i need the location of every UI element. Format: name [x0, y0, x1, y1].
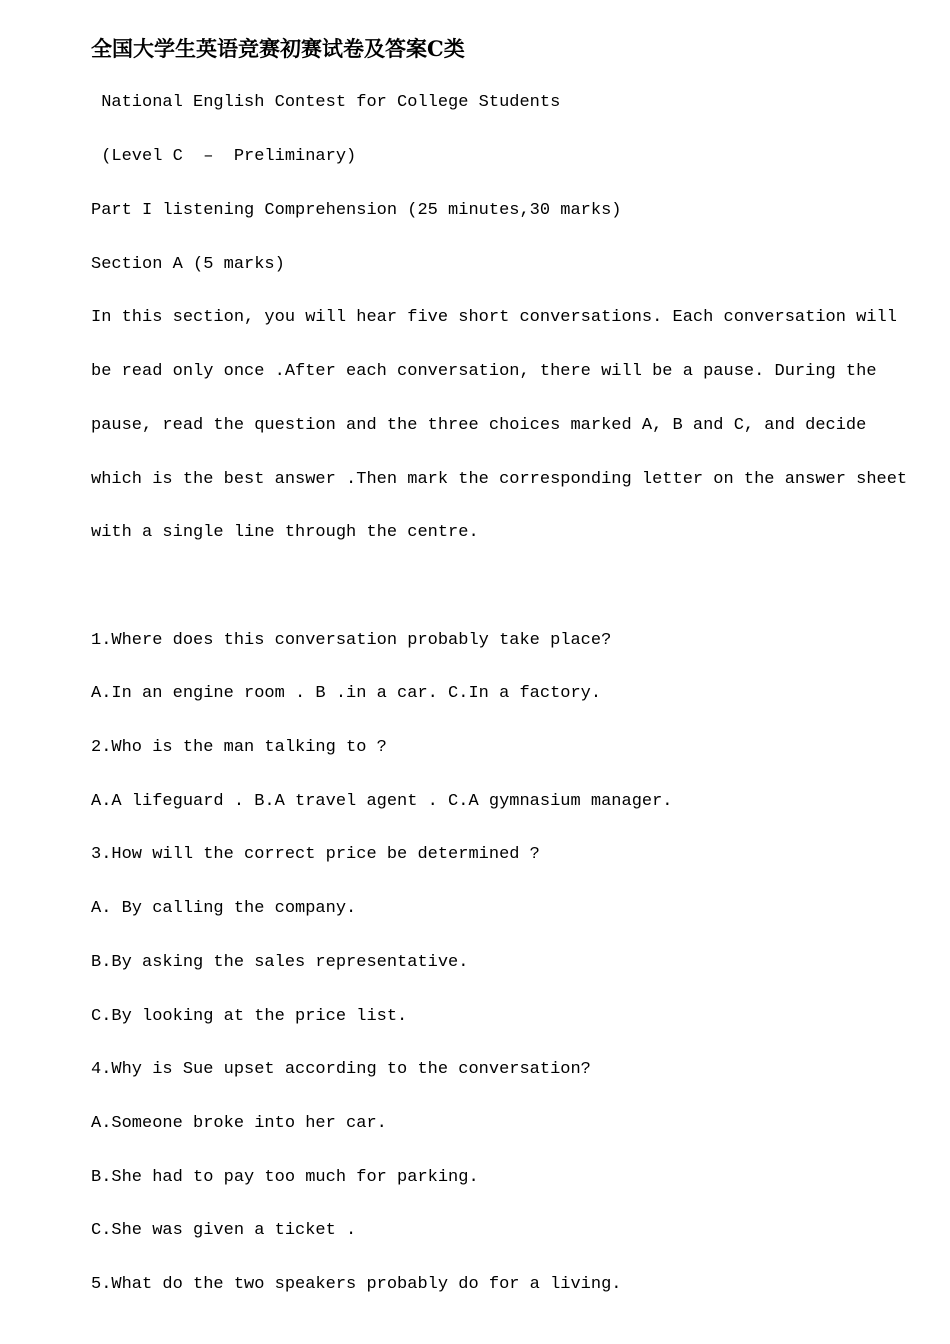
question-4-option-c: C.She was given a ticket .	[91, 1221, 357, 1240]
instructions-line-1: In this section, you will hear five short conversations. Each conversation will	[91, 308, 897, 327]
contest-subtitle: National English Contest for College Students	[91, 93, 561, 112]
question-3: 3.How will the correct price be determined ?	[91, 845, 540, 864]
part-heading: Part I listening Comprehension (25 minutes,30 marks)	[91, 201, 622, 220]
question-2-options: A.A lifeguard . B.A travel agent . C.A gymnasium manager.	[91, 792, 673, 811]
instructions-line-2: be read only once .After each conversation, there will be a pause. During the	[91, 362, 877, 381]
contest-level: (Level C – Preliminary)	[91, 147, 357, 166]
instructions-line-4: which is the best answer .Then mark the corresponding letter on the answer sheet	[91, 470, 908, 489]
question-1: 1.Where does this conversation probably take place?	[91, 631, 612, 650]
question-3-option-a: A. By calling the company.	[91, 899, 357, 918]
question-2: 2.Who is the man talking to ?	[91, 738, 387, 757]
question-5: 5.What do the two speakers probably do for a living.	[91, 1275, 622, 1294]
question-4-option-b: B.She had to pay too much for parking.	[91, 1168, 479, 1187]
question-1-options: A.In an engine room . B .in a car. C.In a factory.	[91, 684, 602, 703]
question-4: 4.Why is Sue upset according to the conversation?	[91, 1060, 591, 1079]
question-3-option-c: C.By looking at the price list.	[91, 1007, 408, 1026]
question-3-option-b: B.By asking the sales representative.	[91, 953, 469, 972]
document-title: 全国大学生英语竞赛初赛试卷及答案C类	[91, 36, 465, 61]
section-heading: Section A (5 marks)	[91, 255, 285, 274]
question-4-option-a: A.Someone broke into her car.	[91, 1114, 387, 1133]
instructions-line-5: with a single line through the centre.	[91, 523, 479, 542]
instructions-line-3: pause, read the question and the three choices marked A, B and C, and decide	[91, 416, 867, 435]
